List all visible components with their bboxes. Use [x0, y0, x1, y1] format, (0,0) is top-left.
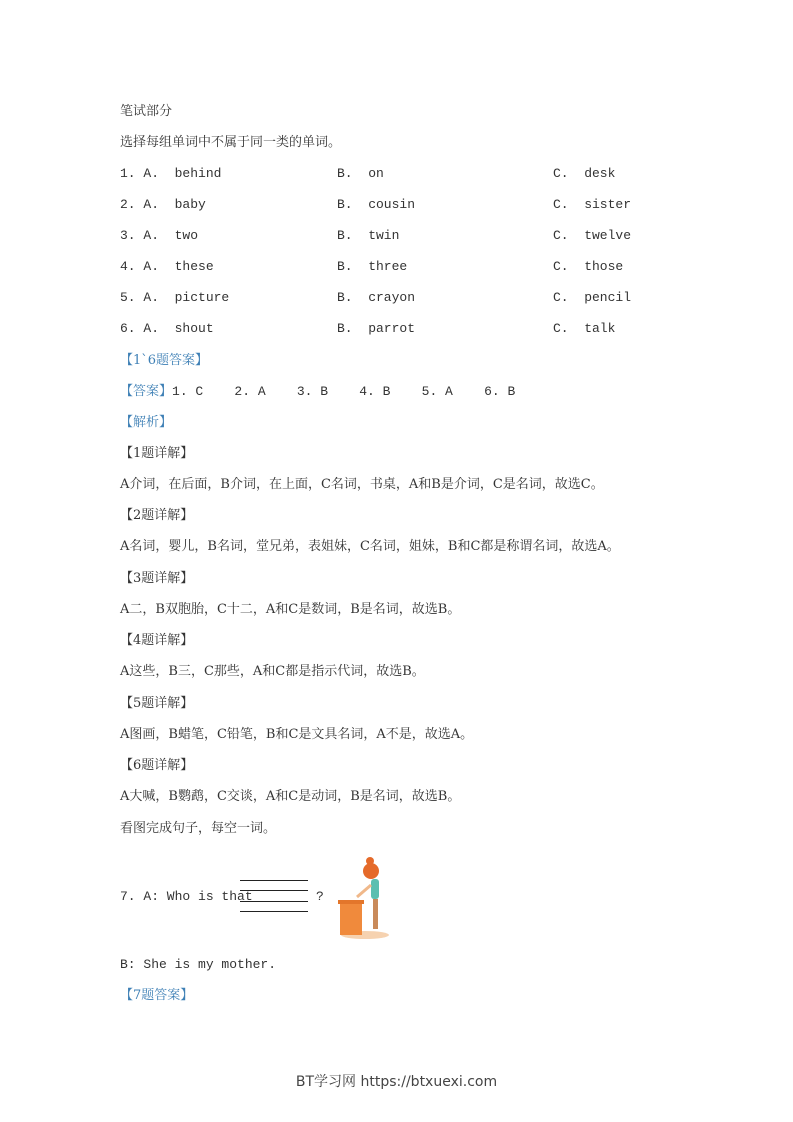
question-number: 1.: [120, 166, 136, 181]
option-a: A. shout: [143, 321, 214, 336]
option-b: B. twin: [337, 228, 400, 243]
question-number: 5.: [120, 290, 136, 305]
part2-instruction: 看图完成句子，每空一词。: [120, 821, 277, 836]
answer-blank-line: [240, 901, 308, 902]
answer-text: 1. C 2. A 3. B 4. B 5. A 6. B: [172, 384, 516, 399]
detail-heading: 【3题详解】: [120, 570, 194, 586]
detail-heading: 【1题详解】: [120, 446, 194, 461]
option-b: B. parrot: [337, 321, 416, 336]
question-row: [120, 321, 214, 337]
option-c: C. pencil: [553, 290, 632, 305]
answer-blank-line: [240, 880, 308, 881]
option-a: A. these: [143, 259, 214, 274]
option-c: C. sister: [553, 197, 632, 212]
option-a: A. baby: [143, 197, 206, 212]
option-a: A. two: [143, 228, 199, 243]
q7-question-mark: ?: [316, 889, 324, 904]
option-a: A. picture: [143, 290, 230, 305]
q7-prompt: 7. A: Who is that: [120, 889, 253, 904]
question-row: [120, 259, 214, 275]
detail-heading: 【2题详解】: [120, 508, 194, 524]
option-c: C. talk: [553, 321, 616, 336]
detail-text: A介词，在后面，B介词，在上面，C名词，书桌，A和B是介词，C是名词，故选C。: [120, 477, 604, 492]
option-a: A. behind: [143, 166, 222, 181]
answer-blank-line: [240, 911, 308, 912]
detail-text: A这些，B三，C那些，A和C都是指示代词，故选B。: [120, 664, 425, 680]
mother-illustration: [335, 855, 395, 941]
option-b: B. cousin: [337, 197, 416, 212]
detail-text: A大喊，B鹦鹉，C交谈，A和C是动词，B是名词，故选B。: [120, 789, 461, 804]
question-row: [120, 290, 229, 306]
question-row: [120, 197, 206, 213]
footer-watermark: BT学习网 https://btxuexi.com: [295, 1074, 498, 1090]
detail-text: A名词，婴儿，B名词，堂兄弟，表姐妹，C名词，姐妹，B和C都是称谓名词，故选A。: [120, 539, 620, 555]
option-c: C. desk: [553, 166, 616, 181]
detail-text: A图画，B蜡笔，C铅笔，B和C是文具名词，A不是，故选A。: [120, 726, 474, 742]
question-number: 3.: [120, 228, 136, 243]
part1-instruction: 选择每组单词中不属于同一类的单词。: [120, 135, 342, 150]
section-title: 笔试部分: [120, 104, 173, 119]
option-b: B. three: [337, 259, 408, 274]
option-b: B. on: [337, 166, 384, 181]
option-c: C. twelve: [553, 228, 632, 243]
q7-answer-heading: 【7题答案】: [120, 988, 194, 1003]
analysis-label: 【解析】: [120, 415, 173, 430]
detail-heading: 【6题详解】: [120, 758, 194, 773]
q7-reply: B: She is my mother.: [120, 957, 277, 972]
question-number: 6.: [120, 321, 136, 336]
answer-label: 【答案】: [120, 384, 173, 399]
answers-heading: 【1`6题答案】: [120, 353, 209, 368]
question-number: 2.: [120, 197, 136, 212]
answer-line: [120, 384, 515, 400]
answer-blank-line[interactable]: [240, 890, 308, 891]
question-number: 4.: [120, 259, 136, 274]
detail-text: A二，B双胞胎，C十二，A和C是数词，B是名词，故选B。: [120, 601, 461, 617]
question-row: [120, 166, 221, 182]
detail-heading: 【4题详解】: [120, 633, 194, 649]
question-row: [120, 228, 198, 244]
option-c: C. those: [553, 259, 624, 274]
detail-heading: 【5题详解】: [120, 695, 194, 711]
option-b: B. crayon: [337, 290, 416, 305]
